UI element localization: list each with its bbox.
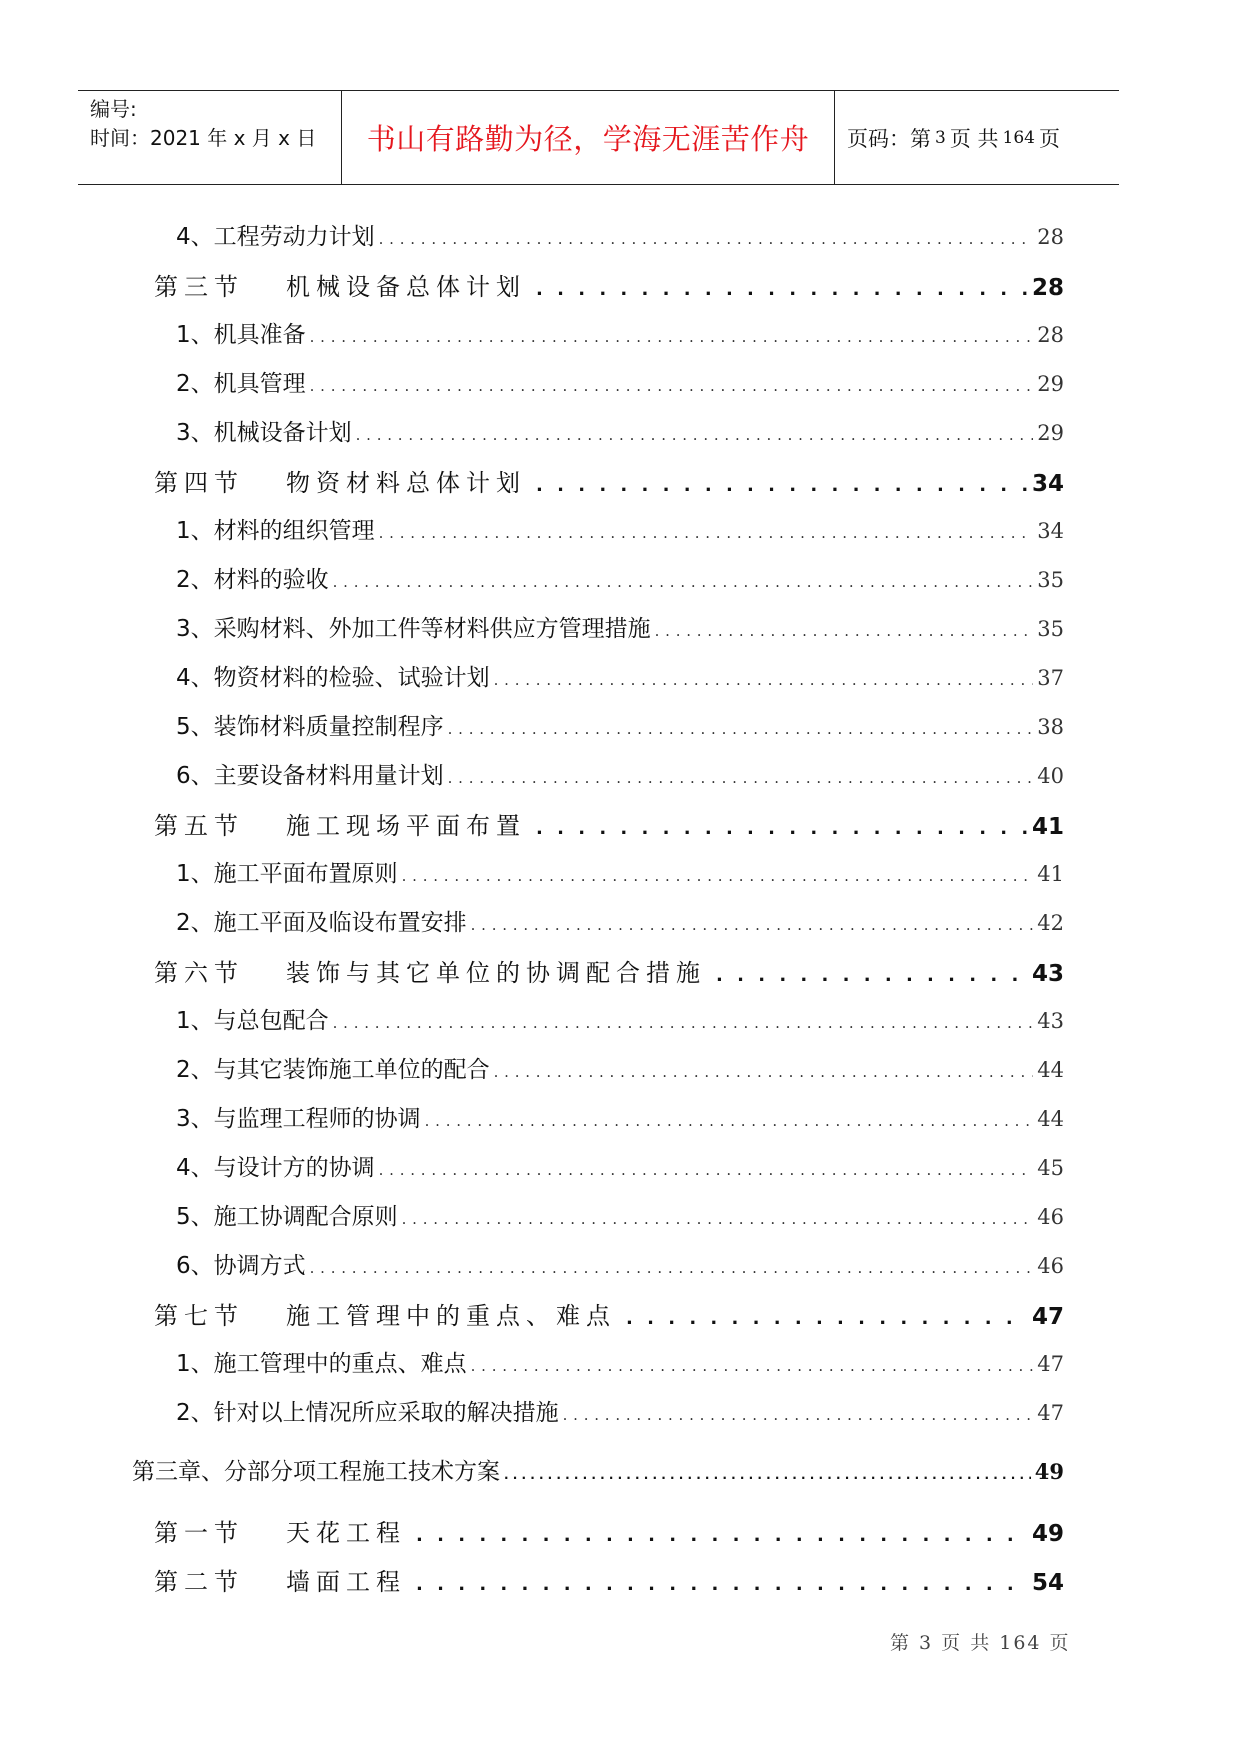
toc-section[interactable]	[154, 267, 1064, 302]
toc-leader-dots	[356, 426, 1034, 444]
toc-entry-label: 3、采购材料、外加工件等材料供应方管理措施	[176, 616, 651, 642]
toc-section-number: 第六节	[154, 959, 244, 987]
toc-item[interactable]	[176, 855, 1064, 888]
toc-leader-dots	[402, 1210, 1034, 1228]
toc-section-title: 墙面工程	[286, 1568, 406, 1596]
toc-section-title: 物资材料总体计划	[286, 469, 526, 497]
toc-page-number: 34	[1031, 471, 1064, 497]
toc-leader-dots	[716, 965, 1028, 986]
toc-section[interactable]	[154, 1296, 1064, 1331]
toc-leader-dots	[379, 524, 1034, 542]
toc-leader-dots	[626, 1308, 1028, 1329]
toc-leader-dots	[536, 279, 1028, 300]
toc-page-number: 46	[1037, 1254, 1064, 1278]
toc-entry-label: 4、与设计方的协调	[176, 1155, 375, 1181]
toc-entry-label: 6、主要设备材料用量计划	[176, 763, 444, 789]
toc-page-number: 43	[1037, 1009, 1064, 1033]
toc-section-heading	[154, 1513, 406, 1548]
toc-section-heading	[154, 1296, 616, 1331]
toc-leader-dots	[416, 1525, 1028, 1546]
toc-page-number: 47	[1031, 1304, 1064, 1330]
toc-entry-label: 1、材料的组织管理	[176, 518, 375, 544]
toc-entry-label: 1、机具准备	[176, 322, 306, 348]
toc-leader-dots	[425, 1112, 1034, 1130]
toc-page-number: 44	[1037, 1107, 1064, 1131]
toc-page-number: 42	[1037, 911, 1064, 935]
toc-page-number: 49	[1034, 1459, 1064, 1484]
page-middle: 页 共	[949, 126, 999, 151]
toc-entry-label: 5、施工协调配合原则	[176, 1204, 398, 1230]
toc-entry-label: 1、施工管理中的重点、难点	[176, 1351, 467, 1377]
toc-leader-dots	[379, 230, 1034, 248]
header-meta	[78, 91, 342, 184]
toc-page-number: 49	[1031, 1521, 1064, 1547]
toc-page-number: 44	[1037, 1058, 1064, 1082]
toc-page-number: 41	[1037, 862, 1064, 886]
toc-leader-dots	[310, 377, 1034, 395]
toc-entry-label: 2、材料的验收	[176, 567, 329, 593]
toc-item[interactable]	[176, 708, 1064, 741]
toc-leader-dots	[471, 1357, 1034, 1375]
toc-leader-dots	[494, 671, 1034, 689]
toc-leader-dots	[310, 328, 1034, 346]
toc-leader-dots	[655, 622, 1034, 640]
toc-section-heading	[154, 267, 526, 302]
toc-page-number: 34	[1037, 519, 1064, 543]
toc-item[interactable]	[176, 659, 1064, 692]
toc-leader-dots	[563, 1406, 1034, 1424]
toc-leader-dots	[536, 818, 1028, 839]
toc-entry-label: 5、装饰材料质量控制程序	[176, 714, 444, 740]
toc-item[interactable]	[176, 365, 1064, 398]
toc-section[interactable]	[154, 806, 1064, 841]
toc-section[interactable]	[154, 953, 1064, 988]
toc-page-number: 29	[1037, 372, 1064, 396]
toc-section[interactable]	[154, 463, 1064, 498]
toc-page-number: 38	[1037, 715, 1064, 739]
toc-page-number: 35	[1037, 568, 1064, 592]
toc-entry-label: 1、与总包配合	[176, 1008, 329, 1034]
toc-item[interactable]	[176, 512, 1064, 545]
toc-section-title: 机械设备总体计划	[286, 273, 526, 301]
toc-entry-label: 3、机械设备计划	[176, 420, 352, 446]
toc-item[interactable]	[176, 1149, 1064, 1182]
toc-entry-label: 2、针对以上情况所应采取的解决措施	[176, 1400, 559, 1426]
toc-section-heading	[154, 953, 706, 988]
toc-leader-dots	[448, 720, 1034, 738]
toc-leader-dots	[504, 1468, 1031, 1482]
toc-item[interactable]	[176, 757, 1064, 790]
toc-page-number: 47	[1037, 1401, 1064, 1425]
toc-item[interactable]	[176, 1100, 1064, 1133]
toc-item[interactable]	[176, 610, 1064, 643]
toc-leader-dots	[379, 1161, 1034, 1179]
toc-entry-label: 3、与监理工程师的协调	[176, 1106, 421, 1132]
page-total: 164	[1002, 127, 1035, 148]
toc-entry-label: 4、工程劳动力计划	[176, 224, 375, 250]
toc-page-number: 29	[1037, 421, 1064, 445]
toc-leader-dots	[310, 1259, 1034, 1277]
toc-page-number: 54	[1031, 1570, 1064, 1596]
toc-leader-dots	[471, 916, 1034, 934]
header-motto: 书山有路勤为径，学海无涯苦作舟	[342, 91, 835, 184]
toc-page-number: 35	[1037, 617, 1064, 641]
toc-section-title: 施工现场平面布置	[286, 812, 526, 840]
toc-entry-label: 2、与其它装饰施工单位的配合	[176, 1057, 490, 1083]
toc-section-number: 第五节	[154, 812, 244, 840]
time-label: 时间：2021 年 x 月 x 日	[90, 126, 317, 150]
toc-page-number: 28	[1037, 225, 1064, 249]
toc-page-number: 37	[1037, 666, 1064, 690]
toc-section-heading	[154, 463, 526, 498]
toc-entry-label: 2、机具管理	[176, 371, 306, 397]
toc-leader-dots	[333, 573, 1034, 591]
toc-leader-dots	[494, 1063, 1034, 1081]
toc-leader-dots	[448, 769, 1034, 787]
toc-item[interactable]	[176, 218, 1064, 251]
toc-item[interactable]	[176, 316, 1064, 349]
toc-page-number: 46	[1037, 1205, 1064, 1229]
toc-section[interactable]	[154, 1513, 1064, 1548]
toc-item[interactable]	[176, 1345, 1064, 1378]
toc-page-number: 28	[1037, 323, 1064, 347]
toc-leader-dots	[416, 1574, 1028, 1595]
page-header	[78, 90, 1119, 185]
toc-section[interactable]	[154, 1562, 1064, 1597]
toc-section-heading	[154, 1562, 406, 1597]
toc-page-number: 45	[1037, 1156, 1064, 1180]
toc-section-title: 天花工程	[286, 1519, 406, 1547]
toc-section-number: 第四节	[154, 469, 244, 497]
page-footer: 第 3 页 共 164 页	[890, 1632, 1071, 1654]
toc-page-number: 28	[1031, 275, 1064, 301]
toc-entry-label: 2、施工平面及临设布置安排	[176, 910, 467, 936]
toc-item[interactable]	[176, 1198, 1064, 1231]
toc-section-heading	[154, 806, 526, 841]
toc-item[interactable]	[176, 904, 1064, 937]
toc-item[interactable]	[176, 1002, 1064, 1035]
toc-entry-label: 1、施工平面布置原则	[176, 861, 398, 887]
toc-leader-dots	[402, 867, 1034, 885]
page-suffix: 页	[1038, 126, 1060, 151]
toc-section-number: 第一节	[154, 1519, 244, 1547]
page-current: 3	[935, 127, 946, 148]
toc-section-title: 施工管理中的重点、难点	[286, 1302, 616, 1330]
toc-entry-label: 第三章、分部分项工程施工技术方案	[132, 1459, 500, 1485]
number-label: 编号:	[90, 97, 137, 121]
toc-item[interactable]	[176, 561, 1064, 594]
toc-section-title: 装饰与其它单位的协调配合措施	[286, 959, 706, 987]
toc-section-number: 第三节	[154, 273, 244, 301]
toc-page-number: 40	[1037, 764, 1064, 788]
header-page-info	[835, 91, 1119, 184]
toc-section-number: 第七节	[154, 1302, 244, 1330]
toc-page-number: 47	[1037, 1352, 1064, 1376]
toc-leader-dots	[333, 1014, 1034, 1032]
toc-item[interactable]	[176, 1247, 1064, 1280]
toc-item[interactable]	[176, 414, 1064, 447]
toc-item[interactable]	[176, 1051, 1064, 1084]
toc-leader-dots	[536, 475, 1028, 496]
toc-page-number: 41	[1031, 814, 1064, 840]
toc-entry-label: 6、协调方式	[176, 1253, 306, 1279]
page-prefix: 页码：第	[847, 126, 931, 151]
toc-chapter[interactable]	[132, 1453, 1064, 1486]
toc-section-number: 第二节	[154, 1568, 244, 1596]
toc-page-number: 43	[1031, 961, 1064, 987]
toc-item[interactable]	[176, 1394, 1064, 1427]
toc-entry-label: 4、物资材料的检验、试验计划	[176, 665, 490, 691]
